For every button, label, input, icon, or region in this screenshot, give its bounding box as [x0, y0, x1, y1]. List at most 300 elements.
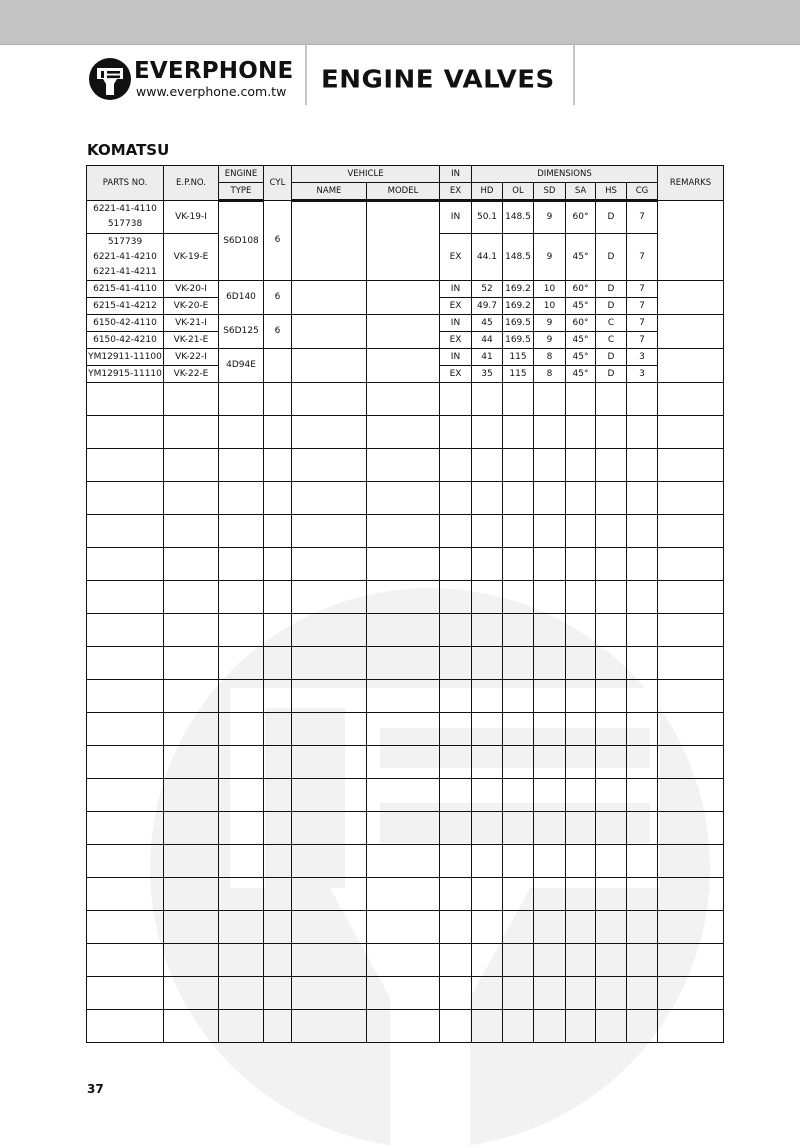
- hs-cell: D: [596, 366, 627, 383]
- empty-cell: [472, 779, 503, 812]
- empty-cell: [534, 944, 566, 977]
- hd-cell: 50.1: [472, 201, 503, 234]
- empty-cell: [87, 1010, 164, 1043]
- parts-number: 6215-41-4110: [93, 283, 157, 294]
- ep-no-cell: VK-22-I: [164, 349, 219, 366]
- empty-cell: [472, 449, 503, 482]
- brand-url[interactable]: www.everphone.com.tw: [136, 84, 287, 99]
- blank-table-row: [87, 746, 724, 779]
- empty-cell: [566, 416, 596, 449]
- hd-cell: 44: [472, 332, 503, 349]
- empty-cell: [596, 878, 627, 911]
- empty-cell: [219, 944, 264, 977]
- in-ex-cell: EX: [440, 332, 472, 349]
- blank-table-row: [87, 383, 724, 416]
- empty-cell: [292, 713, 367, 746]
- empty-cell: [596, 680, 627, 713]
- empty-cell: [658, 383, 724, 416]
- empty-cell: [292, 878, 367, 911]
- empty-cell: [264, 1010, 292, 1043]
- empty-cell: [534, 416, 566, 449]
- empty-cell: [164, 977, 219, 1010]
- empty-cell: [440, 449, 472, 482]
- everphone-valve-logo-icon: [88, 57, 132, 101]
- in-ex-cell: EX: [440, 366, 472, 383]
- empty-cell: [367, 713, 440, 746]
- empty-cell: [472, 614, 503, 647]
- empty-cell: [219, 878, 264, 911]
- empty-cell: [219, 581, 264, 614]
- empty-cell: [627, 680, 658, 713]
- empty-cell: [566, 680, 596, 713]
- empty-cell: [219, 614, 264, 647]
- page-number: 37: [87, 1082, 104, 1096]
- empty-cell: [292, 383, 367, 416]
- empty-cell: [87, 449, 164, 482]
- empty-cell: [367, 977, 440, 1010]
- empty-cell: [627, 647, 658, 680]
- sa-cell: 45°: [566, 298, 596, 315]
- col-ol: OL: [503, 183, 534, 201]
- empty-cell: [164, 614, 219, 647]
- empty-cell: [219, 416, 264, 449]
- empty-cell: [566, 1010, 596, 1043]
- blank-table-row: [87, 581, 724, 614]
- empty-cell: [534, 746, 566, 779]
- empty-cell: [472, 977, 503, 1010]
- empty-cell: [658, 416, 724, 449]
- in-ex-cell: IN: [440, 349, 472, 366]
- empty-cell: [534, 812, 566, 845]
- empty-cell: [627, 581, 658, 614]
- empty-cell: [627, 812, 658, 845]
- empty-cell: [658, 548, 724, 581]
- empty-cell: [627, 944, 658, 977]
- empty-cell: [292, 548, 367, 581]
- empty-cell: [264, 680, 292, 713]
- empty-cell: [503, 713, 534, 746]
- empty-cell: [658, 647, 724, 680]
- empty-cell: [503, 515, 534, 548]
- empty-cell: [627, 746, 658, 779]
- empty-cell: [87, 812, 164, 845]
- empty-cell: [503, 482, 534, 515]
- sd-cell: 9: [534, 201, 566, 234]
- col-sd: SD: [534, 183, 566, 201]
- empty-cell: [367, 614, 440, 647]
- empty-cell: [440, 383, 472, 416]
- empty-cell: [292, 416, 367, 449]
- empty-cell: [658, 680, 724, 713]
- empty-cell: [627, 416, 658, 449]
- parts-no-cell: [87, 201, 164, 234]
- empty-cell: [596, 614, 627, 647]
- hd-cell: 49.7: [472, 298, 503, 315]
- empty-cell: [292, 482, 367, 515]
- empty-cell: [596, 845, 627, 878]
- empty-cell: [440, 515, 472, 548]
- empty-cell: [596, 1010, 627, 1043]
- empty-cell: [472, 911, 503, 944]
- col-ex: EX: [440, 183, 472, 201]
- empty-cell: [292, 515, 367, 548]
- ep-no-cell: VK-20-E: [164, 298, 219, 315]
- empty-cell: [566, 482, 596, 515]
- remarks-cell: [658, 201, 724, 281]
- empty-cell: [534, 581, 566, 614]
- empty-cell: [472, 944, 503, 977]
- parts-no-cell: [87, 349, 164, 366]
- empty-cell: [219, 449, 264, 482]
- empty-cell: [440, 878, 472, 911]
- sd-cell: 8: [534, 366, 566, 383]
- empty-cell: [440, 548, 472, 581]
- empty-cell: [658, 614, 724, 647]
- parts-no-cell: [87, 332, 164, 349]
- sa-cell: 45°: [566, 332, 596, 349]
- empty-cell: [596, 581, 627, 614]
- empty-cell: [596, 812, 627, 845]
- hs-cell: D: [596, 298, 627, 315]
- empty-cell: [472, 581, 503, 614]
- sa-cell: 60°: [566, 315, 596, 332]
- col-name: NAME: [292, 183, 367, 201]
- engine-type-cell: S6D125: [219, 315, 264, 349]
- empty-cell: [367, 515, 440, 548]
- blank-table-row: [87, 779, 724, 812]
- empty-cell: [164, 779, 219, 812]
- empty-cell: [627, 779, 658, 812]
- blank-table-row: [87, 1010, 724, 1043]
- table-row: [87, 349, 724, 366]
- ol-cell: 115: [503, 366, 534, 383]
- blank-table-row: [87, 911, 724, 944]
- empty-cell: [264, 482, 292, 515]
- empty-cell: [219, 845, 264, 878]
- empty-cell: [596, 449, 627, 482]
- empty-cell: [596, 746, 627, 779]
- hs-cell: D: [596, 201, 627, 234]
- empty-cell: [503, 812, 534, 845]
- empty-cell: [566, 515, 596, 548]
- empty-cell: [440, 911, 472, 944]
- empty-cell: [596, 515, 627, 548]
- vehicle-model-cell: [367, 315, 440, 349]
- empty-cell: [503, 680, 534, 713]
- empty-cell: [87, 647, 164, 680]
- empty-cell: [596, 944, 627, 977]
- empty-cell: [219, 383, 264, 416]
- sa-cell: 60°: [566, 201, 596, 234]
- empty-cell: [219, 647, 264, 680]
- empty-cell: [627, 548, 658, 581]
- sd-cell: 8: [534, 349, 566, 366]
- empty-cell: [658, 449, 724, 482]
- empty-cell: [534, 779, 566, 812]
- sd-cell: 10: [534, 281, 566, 298]
- empty-cell: [534, 713, 566, 746]
- col-cg: CG: [627, 183, 658, 201]
- empty-cell: [627, 515, 658, 548]
- empty-cell: [367, 548, 440, 581]
- empty-cell: [164, 845, 219, 878]
- empty-cell: [503, 845, 534, 878]
- empty-cell: [440, 680, 472, 713]
- empty-cell: [87, 548, 164, 581]
- col-model: MODEL: [367, 183, 440, 201]
- empty-cell: [658, 878, 724, 911]
- empty-cell: [627, 845, 658, 878]
- empty-cell: [534, 845, 566, 878]
- empty-cell: [627, 911, 658, 944]
- hd-cell: 52: [472, 281, 503, 298]
- hs-cell: D: [596, 281, 627, 298]
- empty-cell: [566, 746, 596, 779]
- cg-cell: 7: [627, 298, 658, 315]
- parts-number: 6150-42-4210: [93, 334, 157, 345]
- empty-cell: [472, 515, 503, 548]
- blank-table-row: [87, 680, 724, 713]
- empty-cell: [440, 812, 472, 845]
- empty-cell: [472, 845, 503, 878]
- empty-cell: [367, 845, 440, 878]
- empty-cell: [503, 449, 534, 482]
- empty-cell: [264, 449, 292, 482]
- ep-no-cell: VK-22-E: [164, 366, 219, 383]
- empty-cell: [164, 647, 219, 680]
- empty-cell: [219, 548, 264, 581]
- ol-cell: 148.5: [503, 234, 534, 281]
- empty-cell: [627, 1010, 658, 1043]
- parts-number: 6150-42-4110: [93, 317, 157, 328]
- sd-cell: 9: [534, 315, 566, 332]
- cg-cell: 3: [627, 349, 658, 366]
- table-row: [87, 281, 724, 298]
- empty-cell: [472, 416, 503, 449]
- empty-cell: [292, 911, 367, 944]
- cg-cell: 7: [627, 201, 658, 234]
- empty-cell: [219, 1010, 264, 1043]
- empty-cell: [367, 482, 440, 515]
- empty-cell: [503, 779, 534, 812]
- empty-cell: [566, 878, 596, 911]
- empty-cell: [596, 779, 627, 812]
- parts-no-cell: [87, 315, 164, 332]
- empty-cell: [566, 845, 596, 878]
- col-in: IN: [440, 166, 472, 183]
- empty-cell: [367, 944, 440, 977]
- empty-cell: [503, 878, 534, 911]
- empty-cell: [596, 416, 627, 449]
- empty-cell: [87, 515, 164, 548]
- empty-cell: [292, 581, 367, 614]
- sa-cell: 60°: [566, 281, 596, 298]
- empty-cell: [367, 449, 440, 482]
- table-row: [87, 201, 724, 234]
- ol-cell: 169.5: [503, 332, 534, 349]
- parts-number: 517738: [107, 219, 143, 229]
- remarks-cell: [658, 315, 724, 349]
- empty-cell: [566, 812, 596, 845]
- empty-cell: [292, 944, 367, 977]
- empty-cell: [566, 614, 596, 647]
- empty-cell: [503, 383, 534, 416]
- empty-cell: [367, 878, 440, 911]
- empty-cell: [264, 812, 292, 845]
- empty-cell: [440, 746, 472, 779]
- empty-cell: [264, 911, 292, 944]
- empty-cell: [367, 383, 440, 416]
- empty-cell: [164, 944, 219, 977]
- empty-cell: [596, 548, 627, 581]
- blank-table-row: [87, 449, 724, 482]
- empty-cell: [164, 548, 219, 581]
- engine-valves-table: [86, 165, 724, 1043]
- empty-cell: [292, 680, 367, 713]
- parts-no-cell: [87, 298, 164, 315]
- empty-cell: [219, 713, 264, 746]
- parts-number: YM12915-11110: [88, 368, 162, 379]
- blank-table-row: [87, 878, 724, 911]
- empty-cell: [534, 482, 566, 515]
- empty-cell: [566, 977, 596, 1010]
- parts-number: 6215-41-4212: [93, 300, 157, 311]
- empty-cell: [596, 647, 627, 680]
- blank-table-row: [87, 944, 724, 977]
- empty-cell: [367, 680, 440, 713]
- empty-cell: [534, 515, 566, 548]
- parts-no-cell: [87, 281, 164, 298]
- parts-number: YM12911-11100: [88, 351, 162, 362]
- section-title: KOMATSU: [87, 141, 170, 159]
- blank-table-row: [87, 614, 724, 647]
- empty-cell: [534, 548, 566, 581]
- sd-cell: 9: [534, 332, 566, 349]
- empty-cell: [627, 449, 658, 482]
- empty-cell: [264, 548, 292, 581]
- page-title: ENGINE VALVES: [321, 65, 555, 95]
- empty-cell: [566, 383, 596, 416]
- empty-cell: [596, 977, 627, 1010]
- empty-cell: [534, 383, 566, 416]
- empty-cell: [658, 977, 724, 1010]
- hd-cell: 44.1: [472, 234, 503, 281]
- empty-cell: [566, 548, 596, 581]
- cg-cell: 7: [627, 332, 658, 349]
- empty-cell: [503, 647, 534, 680]
- vehicle-model-cell: [367, 281, 440, 315]
- empty-cell: [264, 779, 292, 812]
- col-hd: HD: [472, 183, 503, 201]
- in-ex-cell: EX: [440, 298, 472, 315]
- empty-cell: [292, 647, 367, 680]
- hs-cell: D: [596, 234, 627, 281]
- empty-cell: [534, 878, 566, 911]
- empty-cell: [292, 812, 367, 845]
- empty-cell: [367, 581, 440, 614]
- empty-cell: [627, 614, 658, 647]
- engine-type-cell: 4D94E: [219, 349, 264, 383]
- empty-cell: [87, 383, 164, 416]
- empty-cell: [566, 581, 596, 614]
- empty-cell: [534, 680, 566, 713]
- empty-cell: [87, 416, 164, 449]
- empty-cell: [440, 713, 472, 746]
- empty-cell: [87, 845, 164, 878]
- empty-cell: [164, 878, 219, 911]
- empty-cell: [164, 812, 219, 845]
- in-ex-cell: IN: [440, 201, 472, 234]
- empty-cell: [627, 482, 658, 515]
- hs-cell: C: [596, 332, 627, 349]
- ep-no-cell: VK-21-E: [164, 332, 219, 349]
- sa-cell: 45°: [566, 366, 596, 383]
- empty-cell: [566, 647, 596, 680]
- empty-cell: [87, 944, 164, 977]
- empty-cell: [627, 977, 658, 1010]
- empty-cell: [440, 482, 472, 515]
- ep-no-cell: VK-19-I: [164, 201, 219, 234]
- brand-name: EVERPHONE: [134, 58, 294, 84]
- empty-cell: [264, 713, 292, 746]
- empty-cell: [440, 845, 472, 878]
- empty-cell: [164, 713, 219, 746]
- empty-cell: [503, 581, 534, 614]
- empty-cell: [292, 746, 367, 779]
- empty-cell: [534, 911, 566, 944]
- empty-cell: [472, 878, 503, 911]
- empty-cell: [264, 845, 292, 878]
- empty-cell: [87, 977, 164, 1010]
- cyl-cell: [264, 349, 292, 383]
- ol-cell: 169.2: [503, 281, 534, 298]
- vehicle-model-cell: [367, 201, 440, 281]
- hs-cell: C: [596, 315, 627, 332]
- empty-cell: [292, 614, 367, 647]
- empty-cell: [219, 746, 264, 779]
- empty-cell: [164, 449, 219, 482]
- empty-cell: [164, 482, 219, 515]
- empty-cell: [627, 878, 658, 911]
- empty-cell: [164, 1010, 219, 1043]
- empty-cell: [219, 911, 264, 944]
- empty-cell: [292, 779, 367, 812]
- empty-cell: [566, 779, 596, 812]
- cg-cell: 3: [627, 366, 658, 383]
- cyl-cell: 6: [264, 201, 292, 281]
- empty-cell: [503, 977, 534, 1010]
- in-ex-cell: IN: [440, 315, 472, 332]
- blank-table-row: [87, 845, 724, 878]
- top-bar: [0, 0, 800, 45]
- empty-cell: [367, 746, 440, 779]
- empty-cell: [87, 911, 164, 944]
- empty-cell: [440, 581, 472, 614]
- empty-cell: [566, 713, 596, 746]
- cyl-cell: 6: [264, 315, 292, 349]
- empty-cell: [87, 482, 164, 515]
- blank-table-row: [87, 713, 724, 746]
- empty-cell: [367, 812, 440, 845]
- empty-cell: [658, 1010, 724, 1043]
- empty-cell: [219, 515, 264, 548]
- empty-cell: [658, 515, 724, 548]
- vehicle-name-cell: [292, 201, 367, 281]
- empty-cell: [292, 449, 367, 482]
- col-hs: HS: [596, 183, 627, 201]
- vehicle-name-cell: [292, 315, 367, 349]
- empty-cell: [164, 911, 219, 944]
